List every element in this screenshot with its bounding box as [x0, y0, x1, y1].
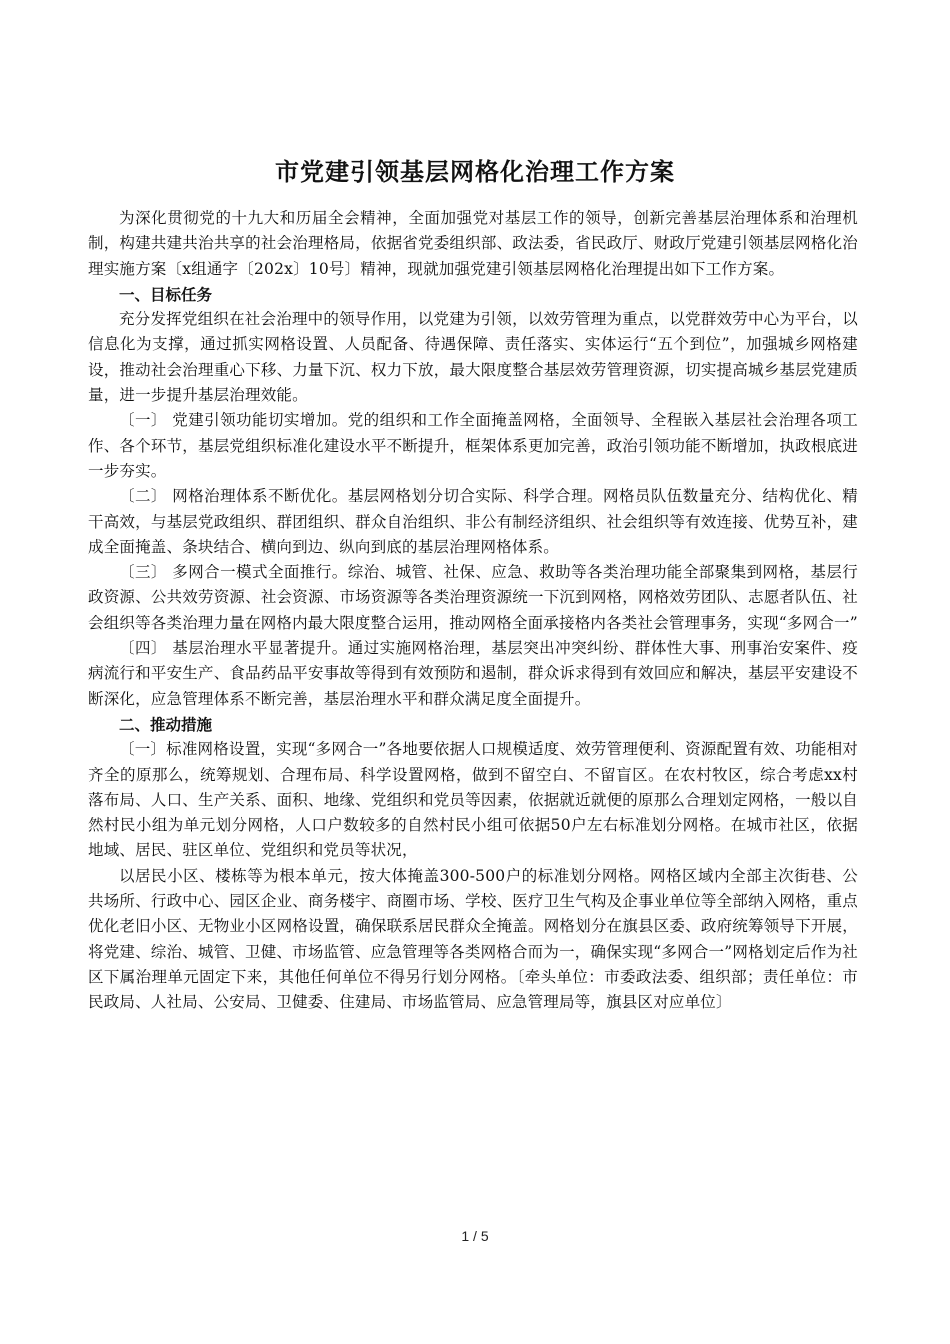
document-title: 市党建引领基层网格化治理工作方案: [275, 157, 675, 186]
page-number: 1 / 5: [461, 1228, 489, 1244]
document-body: [88, 206, 858, 1016]
goals-item-1: 〔一〕 党建引领功能切实增加。党的组织和工作全面掩盖网格，全面领导、全程嵌入基层社会治理各项工作、各个环节，基层党组织标准化建设水平不断提升，框架体系更加完善，政治引领功能不断增加，执政根底进一步夯实。: [88, 411, 858, 480]
goals-item-4: 〔四〕 基层治理水平显著提升。通过实施网格治理，基层突出冲突纠纷、群体性大事、刑事治安案件、疫病流行和平安生产、食品药品平安事故等得到有效预防和遏制，群众诉求得到有效回应和解决，基层平安建设不断深化，应急管理体系不断完善，基层治理水平和群众满足度全面提升。: [88, 639, 858, 708]
goals-intro-paragraph: 充分发挥党组织在社会治理中的领导作用，以党建为引领，以效劳管理为重点，以党群效劳中心为平台，以信息化为支撑，通过抓实网格设置、人员配备、待遇保障、责任落实、实体运行“五个到位”，加强城乡网格建设，推动社会治理重心下移、力量下沉、权力下放，最大限度整合基层效劳管理资源，切实提高城乡基层党建质量，进一步提升基层治理效能。: [88, 310, 858, 405]
section-heading-measures: 二、推动措施: [119, 714, 213, 734]
section-heading-goals: 一、目标任务: [119, 284, 213, 304]
measures-item-1: 〔一〕标准网格设置，实现“多网合一”各地要依据人口规模适度、效劳管理便利、资源配置有效、功能相对齐全的原那么，统筹规划、合理布局、科学设置网格，做到不留空白、不留盲区。在农村牧区，综合考虑xx村落布局、人口、生产关系、面积、地缘、党组织和党员等因素，依据就近就便的原那么合理划定网格，一般以自然村民小组为单元划分网格，人口户数较多的自然村民小组可依据50户左右标准划分网格。在城市社区，依据地域、居民、驻区单位、党组织和党员等状况，: [88, 740, 858, 860]
measures-item-1-continued: 以居民小区、楼栋等为根本单元，按大体掩盖300-500户的标准划分网格。网格区域内全部主次街巷、公共场所、行政中心、园区企业、商务楼宇、商圈市场、学校、医疗卫生气构及企事业单位等全部纳入网格，重点优化老旧小区、无物业小区网格设置，确保联系居民群众全掩盖。网格划分在旗县区委、政府统筹领导下开展，将党建、综治、城管、卫健、市场监管、应急管理等各类网格合而为一，确保实现“多网合一”网格划定后作为社区下属治理单元固定下来，其他任何单位不得另行划分网格。〔牵头单位：市委政法委、组织部；责任单位：市民政局、人社局、公安局、卫健委、住建局、市场监管局、应急管理局等，旗县区对应单位〕: [88, 866, 858, 1012]
goals-item-2: 〔二〕 网格治理体系不断优化。基层网格划分切合实际、科学合理。网格员队伍数量充分、结构优化、精干高效，与基层党政组织、群团组织、群众自治组织、非公有制经济组织、社会组织等有效连接、优势互补，建成全面掩盖、条块结合、横向到边、纵向到底的基层治理网格体系。: [88, 487, 858, 556]
intro-paragraph: 为深化贯彻党的十九大和历届全会精神，全面加强党对基层工作的领导，创新完善基层治理体系和治理机制，构建共建共治共享的社会治理格局，依据省党委组织部、政法委，省民政厅、财政厅党建引领基层网格化治理实施方案〔x组通字〔202x〕10号〕精神，现就加强党建引领基层网格化治理提出如下工作方案。: [88, 209, 858, 278]
goals-item-3: 〔三〕 多网合一模式全面推行。综治、城管、社保、应急、救助等各类治理功能全部聚集到网格，基层行政资源、公共效劳资源、社会资源、市场资源等各类治理资源统一下沉到网格，网格效劳团队、志愿者队伍、社会组织等各类治理力量在网格内最大限度整合运用，推动网格全面承接格内各类社会管理事务，实现“多网合一”: [88, 563, 858, 632]
